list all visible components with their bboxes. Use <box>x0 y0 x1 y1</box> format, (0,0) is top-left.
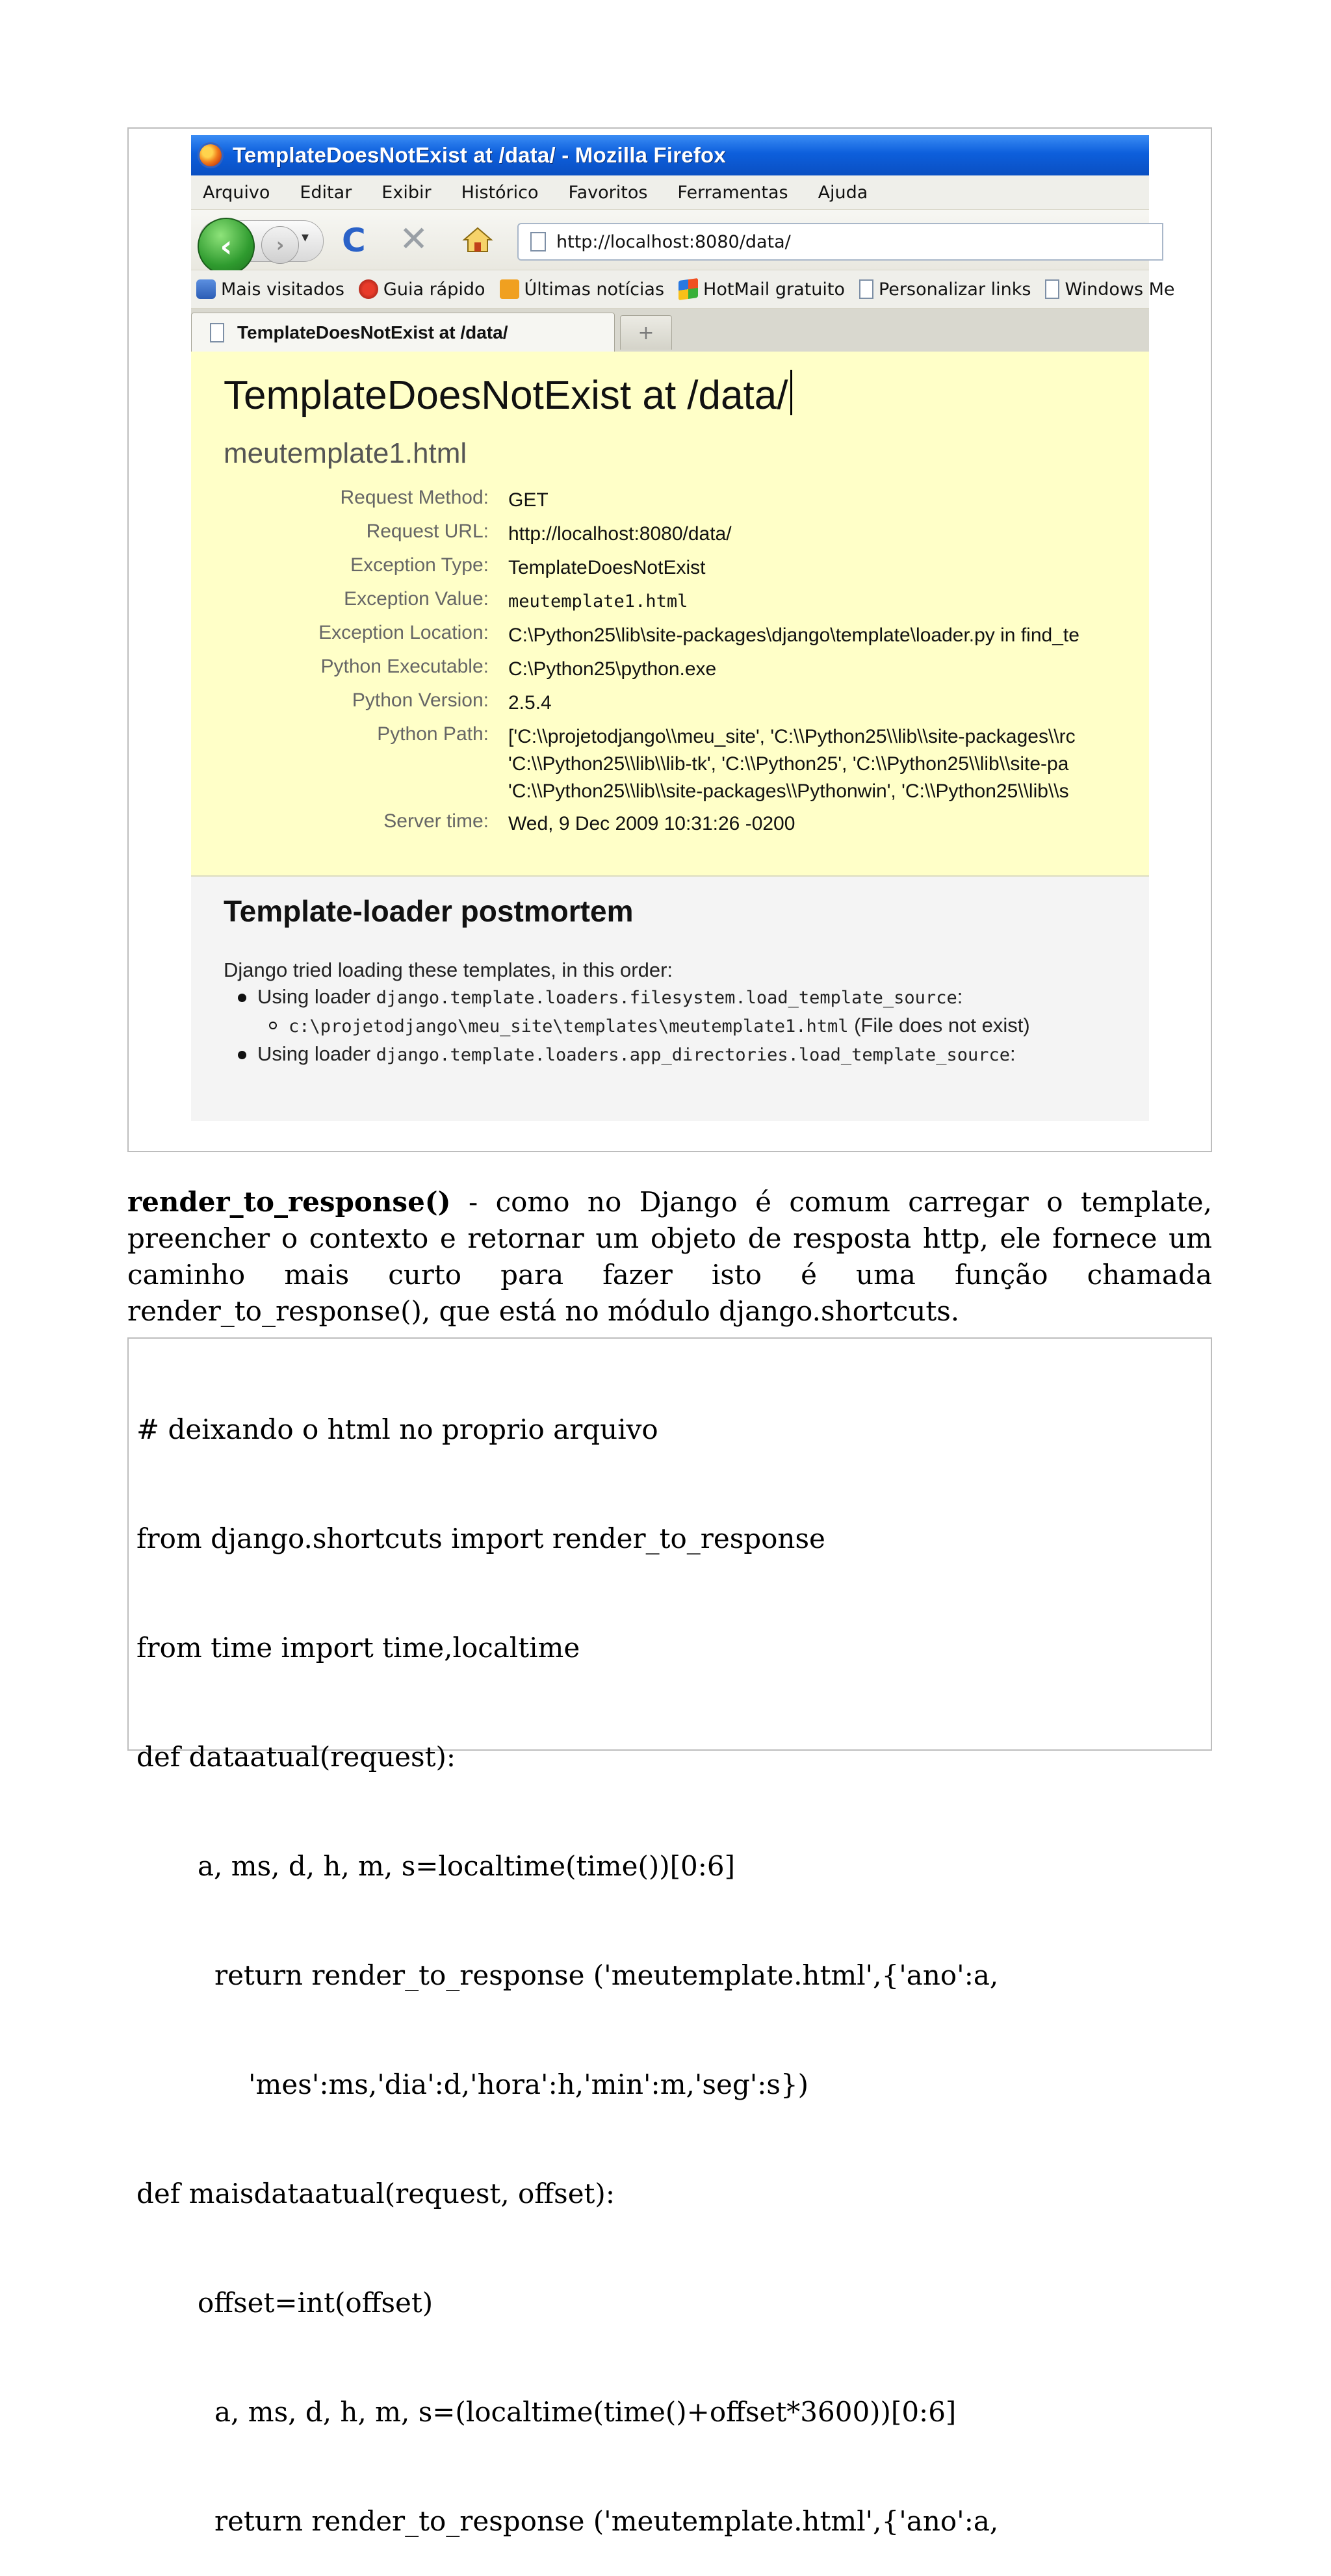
reload-icon[interactable]: C <box>342 222 366 259</box>
bug-icon <box>359 279 378 299</box>
error-subtitle: meutemplate1.html <box>224 437 467 469</box>
error-title <box>224 370 792 419</box>
meta-row <box>191 519 1149 553</box>
menu-ajuda[interactable]: Ajuda <box>818 182 868 203</box>
firefox-window <box>191 135 1175 1121</box>
code-line <box>129 1411 1211 1448</box>
navigation-toolbar <box>191 210 1149 270</box>
loader-prefix: Using loader <box>257 985 376 1008</box>
meta-row <box>191 485 1149 519</box>
window-title: TemplateDoesNotExist at /data/ - Mozilla Firefox <box>233 143 726 167</box>
meta-value: http://localhost:8080/data/ <box>508 523 732 545</box>
bookmark-label: Personalizar links <box>878 279 1031 300</box>
menu-editar[interactable]: Editar <box>300 182 352 203</box>
circle-bullet-icon <box>269 1022 277 1029</box>
code-text: def maisdataatual(request, offset): <box>136 2178 615 2209</box>
python-path-line: ['C:\\projetodjango\\meu_site', 'C:\\Python25\\lib\\site-packages\\rc <box>508 726 1076 747</box>
code-line <box>129 2285 1211 2321</box>
bookmark-hotmail[interactable] <box>678 279 845 300</box>
function-name: render_to_response() <box>127 1186 451 1218</box>
page-icon <box>859 279 873 299</box>
bookmark-windows-media[interactable] <box>1045 279 1174 300</box>
new-tab-button[interactable]: + <box>620 315 672 350</box>
code-text: return render_to_response ('meutemplate.html',{'ano':a, <box>214 1959 999 1991</box>
python-path-line: 'C:\\Python25\\lib\\site-packages\\Pythonwin', 'C:\\Python25\\lib\\s <box>508 780 1069 802</box>
code-text: return render_to_response ('meutemplate.html',{'ano':a, <box>214 2505 999 2537</box>
code-line <box>129 2503 1211 2540</box>
meta-row <box>191 722 1149 809</box>
postmortem-title: Template-loader postmortem <box>224 894 634 928</box>
home-icon[interactable] <box>463 227 493 253</box>
error-summary <box>191 352 1149 877</box>
menu-arquivo[interactable]: Arquivo <box>203 182 270 203</box>
menu-bar <box>191 175 1149 210</box>
code-line <box>129 1957 1211 1994</box>
meta-row <box>191 587 1149 621</box>
bookmark-personalizar-links[interactable] <box>859 279 1031 300</box>
code-line <box>129 2067 1211 2103</box>
code-listing <box>127 1337 1212 2537</box>
paragraph-text: - como no Django é comum carregar o template, preencher o contexto e retornar um objeto de resposta http, ele fornece um caminho mais curto para fazer isto é uma função chamada render_to_response(), que está no módulo django.shortcuts. <box>127 1186 1212 1327</box>
stop-icon[interactable]: ✕ <box>399 218 429 259</box>
history-dropdown-icon[interactable]: ▾ <box>302 229 309 246</box>
bullet-icon <box>238 1051 246 1059</box>
template-loader-postmortem <box>191 877 1149 1121</box>
code-text: a, ms, d, h, m, s=(localtime(time()+offset*3600))[0:6] <box>214 2396 957 2428</box>
bullet-icon <box>238 994 246 1002</box>
loader-suffix: : <box>957 985 963 1008</box>
bookmark-label: Guia rápido <box>383 279 485 300</box>
code-text: from django.shortcuts import render_to_response <box>136 1523 825 1554</box>
meta-row <box>191 553 1149 587</box>
globe-icon <box>196 279 216 299</box>
error-title-text: TemplateDoesNotExist at /data/ <box>224 373 788 418</box>
back-arrow-icon[interactable]: ‹ <box>198 218 255 275</box>
loader-code: django.template.loaders.app_directories.load_template_source <box>376 1045 1010 1065</box>
bookmark-guia-rapido[interactable] <box>359 279 485 300</box>
meta-row <box>191 621 1149 654</box>
code-text: def dataatual(request): <box>136 1741 456 1773</box>
menu-ferramentas[interactable]: Ferramentas <box>677 182 788 203</box>
code-line <box>129 2394 1211 2430</box>
code-line <box>129 1521 1211 1557</box>
meta-value: GET <box>508 489 549 511</box>
code-line <box>129 1848 1211 1885</box>
bookmark-label: HotMail gratuito <box>703 279 845 300</box>
meta-key: Request URL: <box>366 521 489 542</box>
meta-value: Wed, 9 Dec 2009 10:31:26 -0200 <box>508 813 795 834</box>
screenshot-figure <box>127 127 1212 1152</box>
windows-flag-icon <box>678 278 698 300</box>
meta-value <box>508 723 1076 805</box>
template-path: c:\projetodjango\meu_site\templates\meutemplate1.html <box>289 1016 849 1037</box>
body-paragraph <box>127 1184 1212 1330</box>
tab-active[interactable] <box>191 313 615 352</box>
bookmark-ultimas-noticias[interactable] <box>500 279 665 300</box>
code-text: # deixando o html no proprio arquivo <box>136 1413 658 1445</box>
loader-code: django.template.loaders.filesystem.load_template_source <box>376 988 957 1008</box>
tab-strip <box>191 309 1149 352</box>
page-icon <box>1045 279 1059 299</box>
postmortem-intro: Django tried loading these templates, in this order: <box>224 959 673 981</box>
firefox-logo-icon <box>198 142 224 168</box>
code-text: from time import time,localtime <box>136 1632 580 1664</box>
meta-key: Server time: <box>383 810 489 832</box>
meta-key: Exception Location: <box>318 622 489 643</box>
meta-key: Python Path: <box>377 723 489 745</box>
bookmarks-toolbar <box>191 270 1175 309</box>
tab-label: TemplateDoesNotExist at /data/ <box>237 322 508 342</box>
meta-value: 2.5.4 <box>508 692 552 714</box>
meta-value: C:\Python25\lib\site-packages\django\template\loader.py in find_te <box>508 625 1079 646</box>
bookmark-label: Mais visitados <box>221 279 344 300</box>
text-caret <box>790 370 792 415</box>
bookmark-label: Windows Me <box>1065 279 1175 300</box>
meta-value: C:\Python25\python.exe <box>508 658 717 680</box>
title-bar <box>191 135 1149 175</box>
menu-historico[interactable]: Histórico <box>461 182 539 203</box>
loader-prefix: Using loader <box>257 1042 376 1065</box>
address-url: http://localhost:8080/data/ <box>556 231 791 252</box>
meta-key: Python Version: <box>352 689 489 711</box>
code-line <box>129 1630 1211 1666</box>
address-bar[interactable] <box>517 223 1163 261</box>
loader-suffix: : <box>1009 1042 1016 1065</box>
page-icon <box>210 323 224 342</box>
meta-row <box>191 654 1149 688</box>
rss-icon <box>500 279 519 299</box>
meta-value: TemplateDoesNotExist <box>508 557 706 578</box>
code-text: a, ms, d, h, m, s=localtime(time())[0:6] <box>198 1850 736 1882</box>
forward-arrow-icon[interactable]: › <box>261 226 299 264</box>
code-line <box>129 1739 1211 1775</box>
meta-key: Exception Type: <box>350 554 489 576</box>
error-meta-table <box>191 485 1149 843</box>
path-note: (File does not exist) <box>848 1014 1030 1037</box>
page-content <box>191 352 1149 1121</box>
meta-row <box>191 688 1149 722</box>
menu-exibir[interactable]: Exibir <box>381 182 432 203</box>
bookmark-mais-visitados[interactable] <box>196 279 344 300</box>
meta-value: meutemplate1.html <box>508 591 688 612</box>
meta-key: Python Executable: <box>320 656 489 677</box>
meta-key: Exception Value: <box>344 588 489 610</box>
code-line <box>129 2176 1211 2212</box>
meta-key: Request Method: <box>340 487 489 508</box>
code-text: 'mes':ms,'dia':d,'hora':h,'min':m,'seg':s}) <box>248 2068 809 2100</box>
code-text: offset=int(offset) <box>198 2287 433 2319</box>
meta-row <box>191 809 1149 843</box>
page-icon <box>530 232 546 251</box>
python-path-line: 'C:\\Python25\\lib\\lib-tk', 'C:\\Python25', 'C:\\Python25\\lib\\site-pa <box>508 753 1069 775</box>
bookmark-label: Últimas notícias <box>524 279 665 300</box>
menu-favoritos[interactable]: Favoritos <box>568 182 648 203</box>
